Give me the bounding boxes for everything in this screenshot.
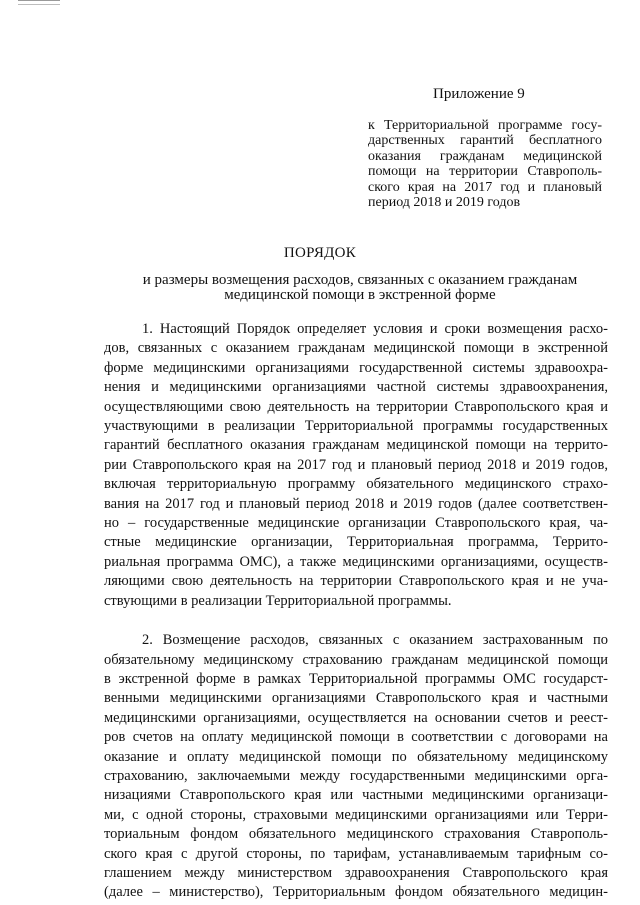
- paragraph-line: 1. Настоящий Порядок определяет условия и сроки возмещения расхо-: [142, 321, 608, 337]
- paragraph-line: венными медицинскими организациями Ставропольского края и частными: [104, 690, 608, 707]
- paragraph-line: гарантий бесплатного оказания гражданам медицинской помощи на террито-: [104, 437, 608, 454]
- subtitle-line: медицинской помощи в экстренной форме: [224, 287, 496, 303]
- subtitle-line: и размеры возмещения расходов, связанных с оказанием гражданам: [142, 272, 578, 288]
- paragraph-line: дов, связанных с оказанием гражданам медицинской помощи в экстренной: [104, 340, 608, 357]
- header-line: период 2018 и 2019 годов: [368, 195, 521, 211]
- paragraph-line: ского края с другой стороны, по тарифам, устанавливаемым тарифным со-: [104, 845, 608, 862]
- paragraph-line: обязательному медицинскому страхованию гражданам медицинской помощи: [104, 651, 608, 668]
- document-subtitle: [0, 273, 640, 303]
- header-reference-block: [368, 118, 602, 210]
- paragraph-line: 2. Возмещение расходов, связанных с оказанием застрахованным по: [142, 632, 608, 649]
- paragraph-line: ляющими свою деятельность на территории Ставропольского края и не уча-: [104, 573, 608, 590]
- header-line: оказания гражданам медицинской: [368, 148, 602, 164]
- paragraph-1: [104, 320, 608, 611]
- document-title: ПОРЯДОК: [283, 245, 357, 261]
- paragraph-line: риальная программа ОМС), а также медицинскими организациями, осуществ-: [104, 553, 608, 570]
- header-line: ского края на 2017 год и плановый: [368, 179, 602, 195]
- paragraph-line: но – государственные медицинские организации Ставропольского края, ча-: [104, 515, 608, 532]
- header-line: к Территориальной программе госу-: [368, 118, 602, 133]
- paragraph-line: низациями Ставропольского края или частными медицинскими организаци-: [104, 787, 608, 804]
- paragraph-line: включая территориальную программу обязательного медицинского страхо-: [104, 476, 608, 493]
- paragraph-spacer: [104, 611, 608, 631]
- paragraph-line: осуществляющими свою деятельность на территории Ставропольского края и: [104, 398, 608, 415]
- header-line: дарственных гарантий бесплатного: [368, 133, 602, 149]
- paragraph-line: форме медицинскими организациями государственной системы здравоохра-: [104, 359, 608, 376]
- paragraph-line: оказание и оплату медицинской помощи по обязательному медицинскому: [104, 748, 608, 765]
- document-body: [104, 320, 608, 903]
- paragraph-line: глашением между министерством здравоохранения Ставропольского края: [104, 864, 608, 881]
- paragraph-line: ми, с одной стороны, страховыми медицинскими организациями или Терри-: [104, 806, 608, 823]
- paragraph-line: в экстренной форме в рамках Территориальной программы ОМС государст-: [104, 670, 608, 687]
- paragraph-line: ров счетов на оплату медицинской помощи в соответствии с договорами на: [104, 729, 608, 746]
- header-line: помощи на территории Ставрополь-: [368, 164, 602, 180]
- paragraph-2: [104, 631, 608, 903]
- paragraph-line: ториальным фондом обязательного медицинского страхования Ставрополь-: [104, 826, 608, 843]
- paragraph-line: (далее – министерство), Территориальным фондом обязательного медицин-: [104, 884, 608, 901]
- scan-edge-mark: [18, 0, 60, 5]
- paragraph-line: нения и медицинскими организациями частной системы здравоохранения,: [104, 379, 608, 396]
- paragraph-line: стные медицинские организации, Территориальная программа, Террито-: [104, 534, 608, 551]
- paragraph-line: страхованию, заключаемыми между государственными медицинскими орга-: [104, 767, 608, 784]
- appendix-label: Приложение 9: [433, 86, 525, 102]
- paragraph-line: медицинскими организациями, осуществляется на основании счетов и реест-: [104, 709, 608, 726]
- paragraph-line: рии Ставропольского края на 2017 год и плановый период 2018 и 2019 годов,: [104, 456, 608, 473]
- paragraph-line: участвующими в реализации Территориальной программы государственных: [104, 418, 608, 435]
- paragraph-line: вания на 2017 год и плановый период 2018 и 2019 годов (далее соответствен-: [104, 495, 608, 512]
- paragraph-line: ствующими в реализации Территориальной программы.: [104, 592, 452, 609]
